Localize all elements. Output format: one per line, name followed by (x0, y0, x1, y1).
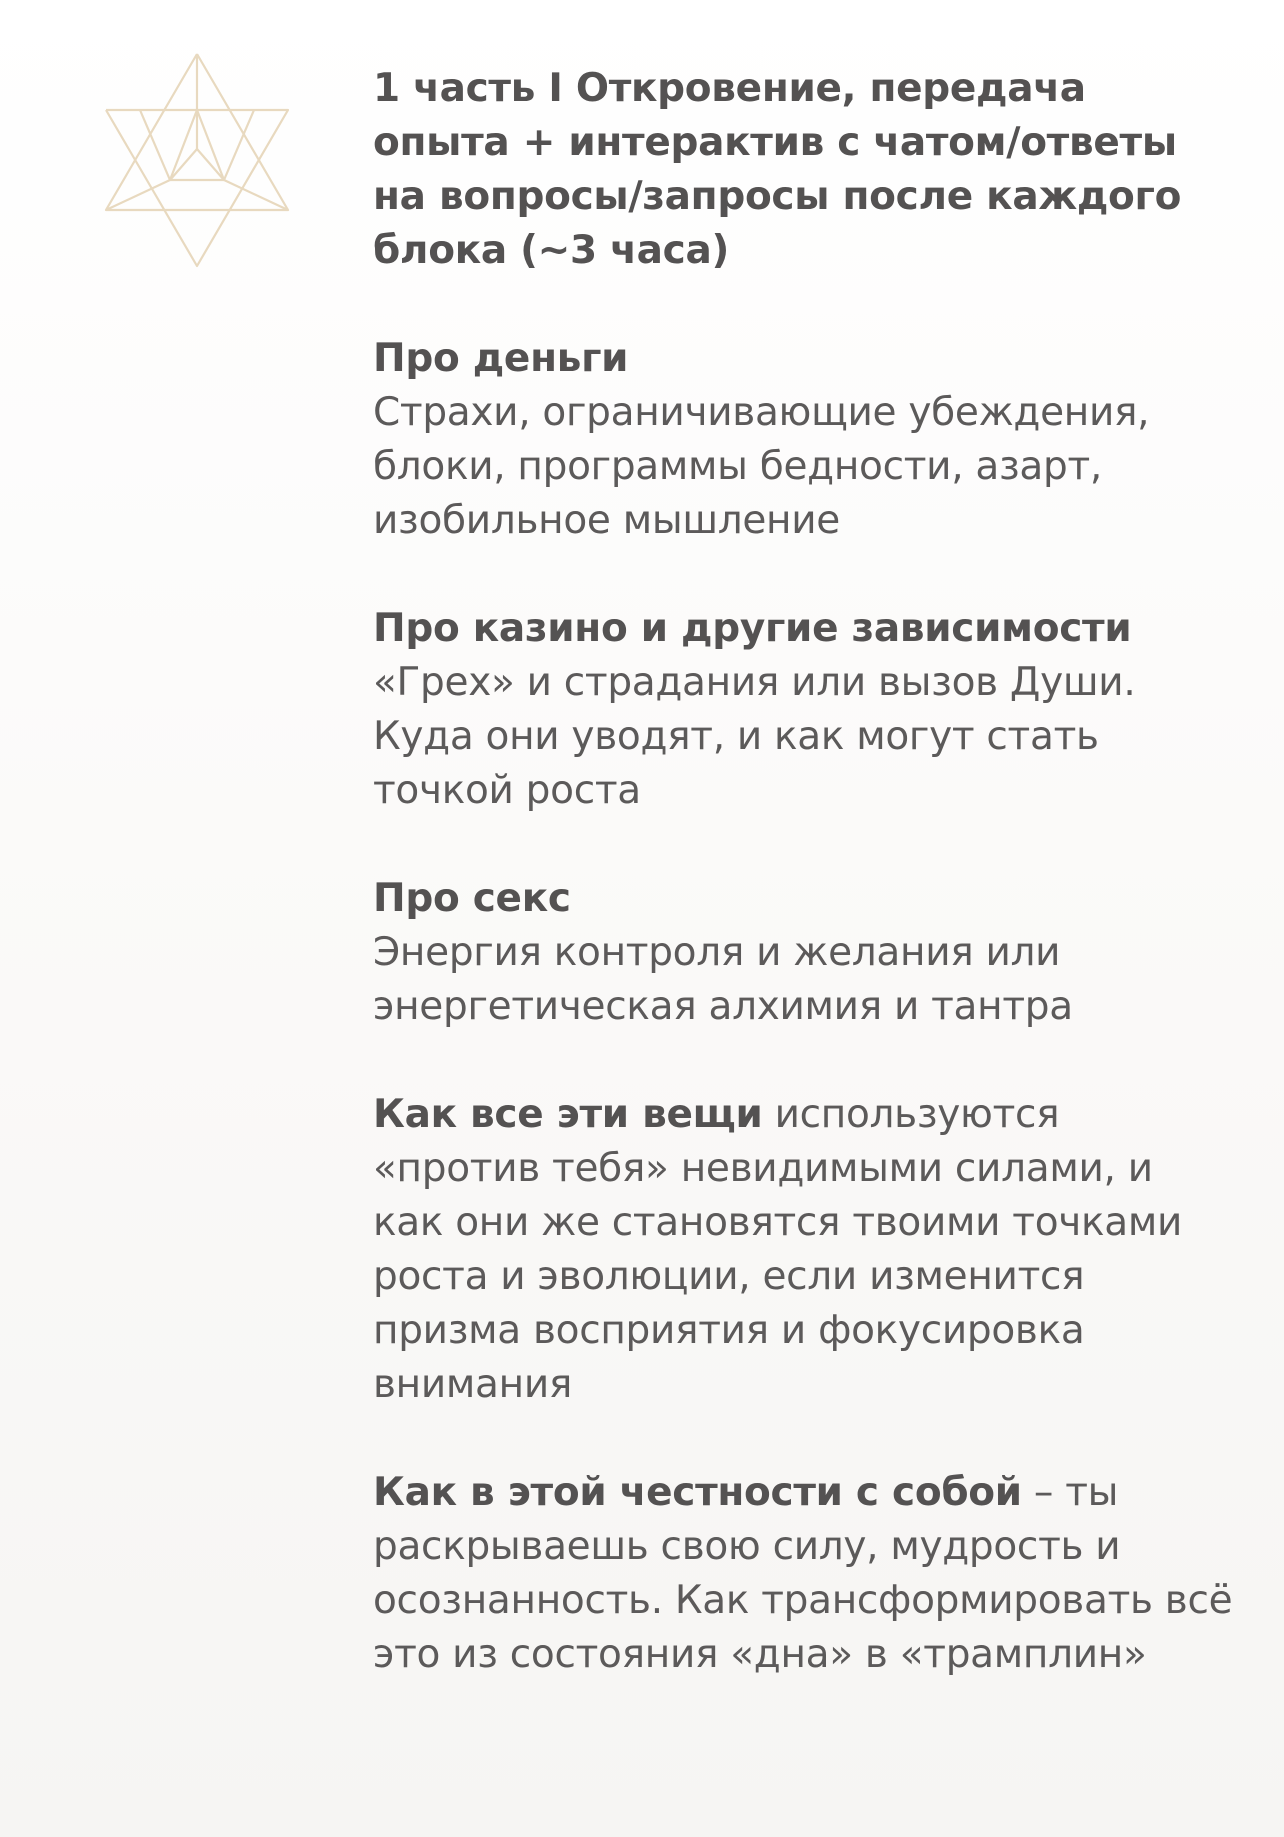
content-column (373, 62, 1233, 1682)
section-forces (373, 1088, 1233, 1412)
section-sex (373, 872, 1233, 1034)
section-body: Страхи, ограничивающие убеждения, блоки, программы бедности, азарт, изобильное мышление (373, 390, 1150, 543)
section-title: Как все эти вещи (373, 1092, 763, 1137)
section-money (373, 332, 1233, 548)
section-body: «Грех» и страдания или вызов Души. Куда они уводят, и как могут стать точкой роста (373, 660, 1136, 813)
section-title: Про секс (373, 876, 571, 921)
section-honesty (373, 1466, 1233, 1682)
section-casino (373, 602, 1233, 818)
section-body: используются «против тебя» невидимыми силами, и как они же становятся твоими точками роста и эволюции, если изменится призма восприятия и фокусировка внимания (373, 1092, 1183, 1407)
merkaba-star-tetrahedron-icon (104, 52, 290, 268)
part-heading: 1 часть I Откровение, передача опыта + интерактив с чатом/ответы на вопросы/запросы после каждого блока (~3 часа) (373, 66, 1182, 273)
section-title: Про деньги (373, 336, 629, 381)
section-title: Как в этой честности с собой (373, 1470, 1022, 1515)
section-body: Энергия контроля и желания или энергетическая алхимия и тантра (373, 930, 1073, 1029)
section-title: Про казино и другие зависимости (373, 606, 1132, 651)
section-body: – ты раскрываешь свою силу, мудрость и осознанность. Как трансформировать всё это из состояния «дна» в «трамплин» (373, 1470, 1233, 1677)
